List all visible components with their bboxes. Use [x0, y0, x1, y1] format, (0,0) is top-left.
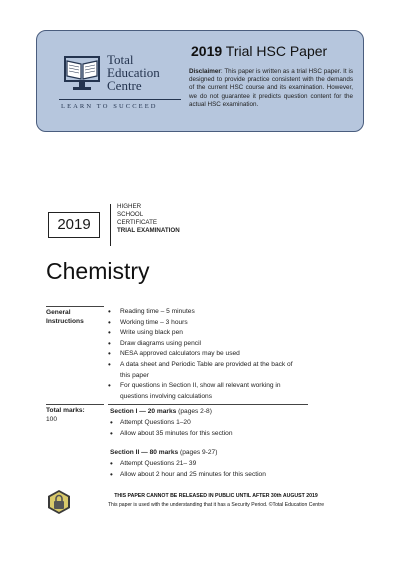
certificate-label: HIGHER SCHOOL CERTIFICATE TRIAL EXAMINATION: [117, 203, 180, 234]
list-item: • A data sheet and Periodic Table are provided at the back of this paper: [108, 360, 304, 381]
divider: [110, 204, 111, 246]
logo-name: Total Education Centre: [107, 52, 160, 93]
padlock-icon: [46, 489, 72, 515]
paper-title: 2019 Trial HSC Paper: [191, 43, 328, 59]
list-item: • NESA approved calculators may be used: [108, 349, 304, 360]
section-1-heading: Section I — 20 marks (pages 2-8): [110, 408, 212, 415]
section-2-list: [110, 459, 310, 480]
rule: [46, 306, 104, 307]
general-instructions-label: General Instructions: [46, 309, 84, 325]
section-1-list: [110, 418, 310, 439]
list-item: • Allow about 35 minutes for this section: [110, 429, 310, 440]
section-2-heading: Section II — 80 marks (pages 9-27): [110, 449, 218, 456]
general-instructions-list: [108, 307, 304, 402]
release-notice: THIS PAPER CANNOT BE RELEASED IN PUBLIC UNTIL AFTER 30th AUGUST 2019: [114, 493, 318, 499]
logo-rule: [59, 99, 181, 100]
list-item: • Draw diagrams using pencil: [108, 339, 304, 350]
list-item: • Working time – 3 hours: [108, 318, 304, 329]
logo-tagline: LEARN TO SUCCEED: [61, 103, 158, 110]
header-box: [36, 30, 364, 132]
disclaimer: Disclaimer: This paper is written as a trial HSC paper. It is designed to provide practice consistent with the demands of the current HSC course and its examination. However, we do not guarantee it predicts question content for the actual HSC examination.: [189, 68, 353, 108]
security-notice: This paper is used with the understanding that it has a Security Period. ©Total Education Centre: [107, 502, 325, 508]
book-monitor-icon: [59, 55, 105, 93]
list-item: • Reading time – 5 minutes: [108, 307, 304, 318]
list-item: • Write using black pen: [108, 328, 304, 339]
list-item: • Allow about 2 hour and 25 minutes for this section: [110, 470, 310, 481]
security-footer: [46, 492, 356, 512]
list-item: • Attempt Questions 21– 39: [110, 459, 310, 470]
year-box: 2019: [48, 212, 100, 238]
subject-title: Chemistry: [46, 258, 150, 284]
rule: [46, 404, 104, 405]
tec-logo: [59, 53, 189, 113]
rule: [108, 404, 308, 405]
list-item: • Attempt Questions 1–20: [110, 418, 310, 429]
total-marks-label: Total marks: 100: [46, 407, 85, 423]
list-item: • For questions in Section II, show all relevant working in questions involving calculations: [108, 381, 304, 402]
